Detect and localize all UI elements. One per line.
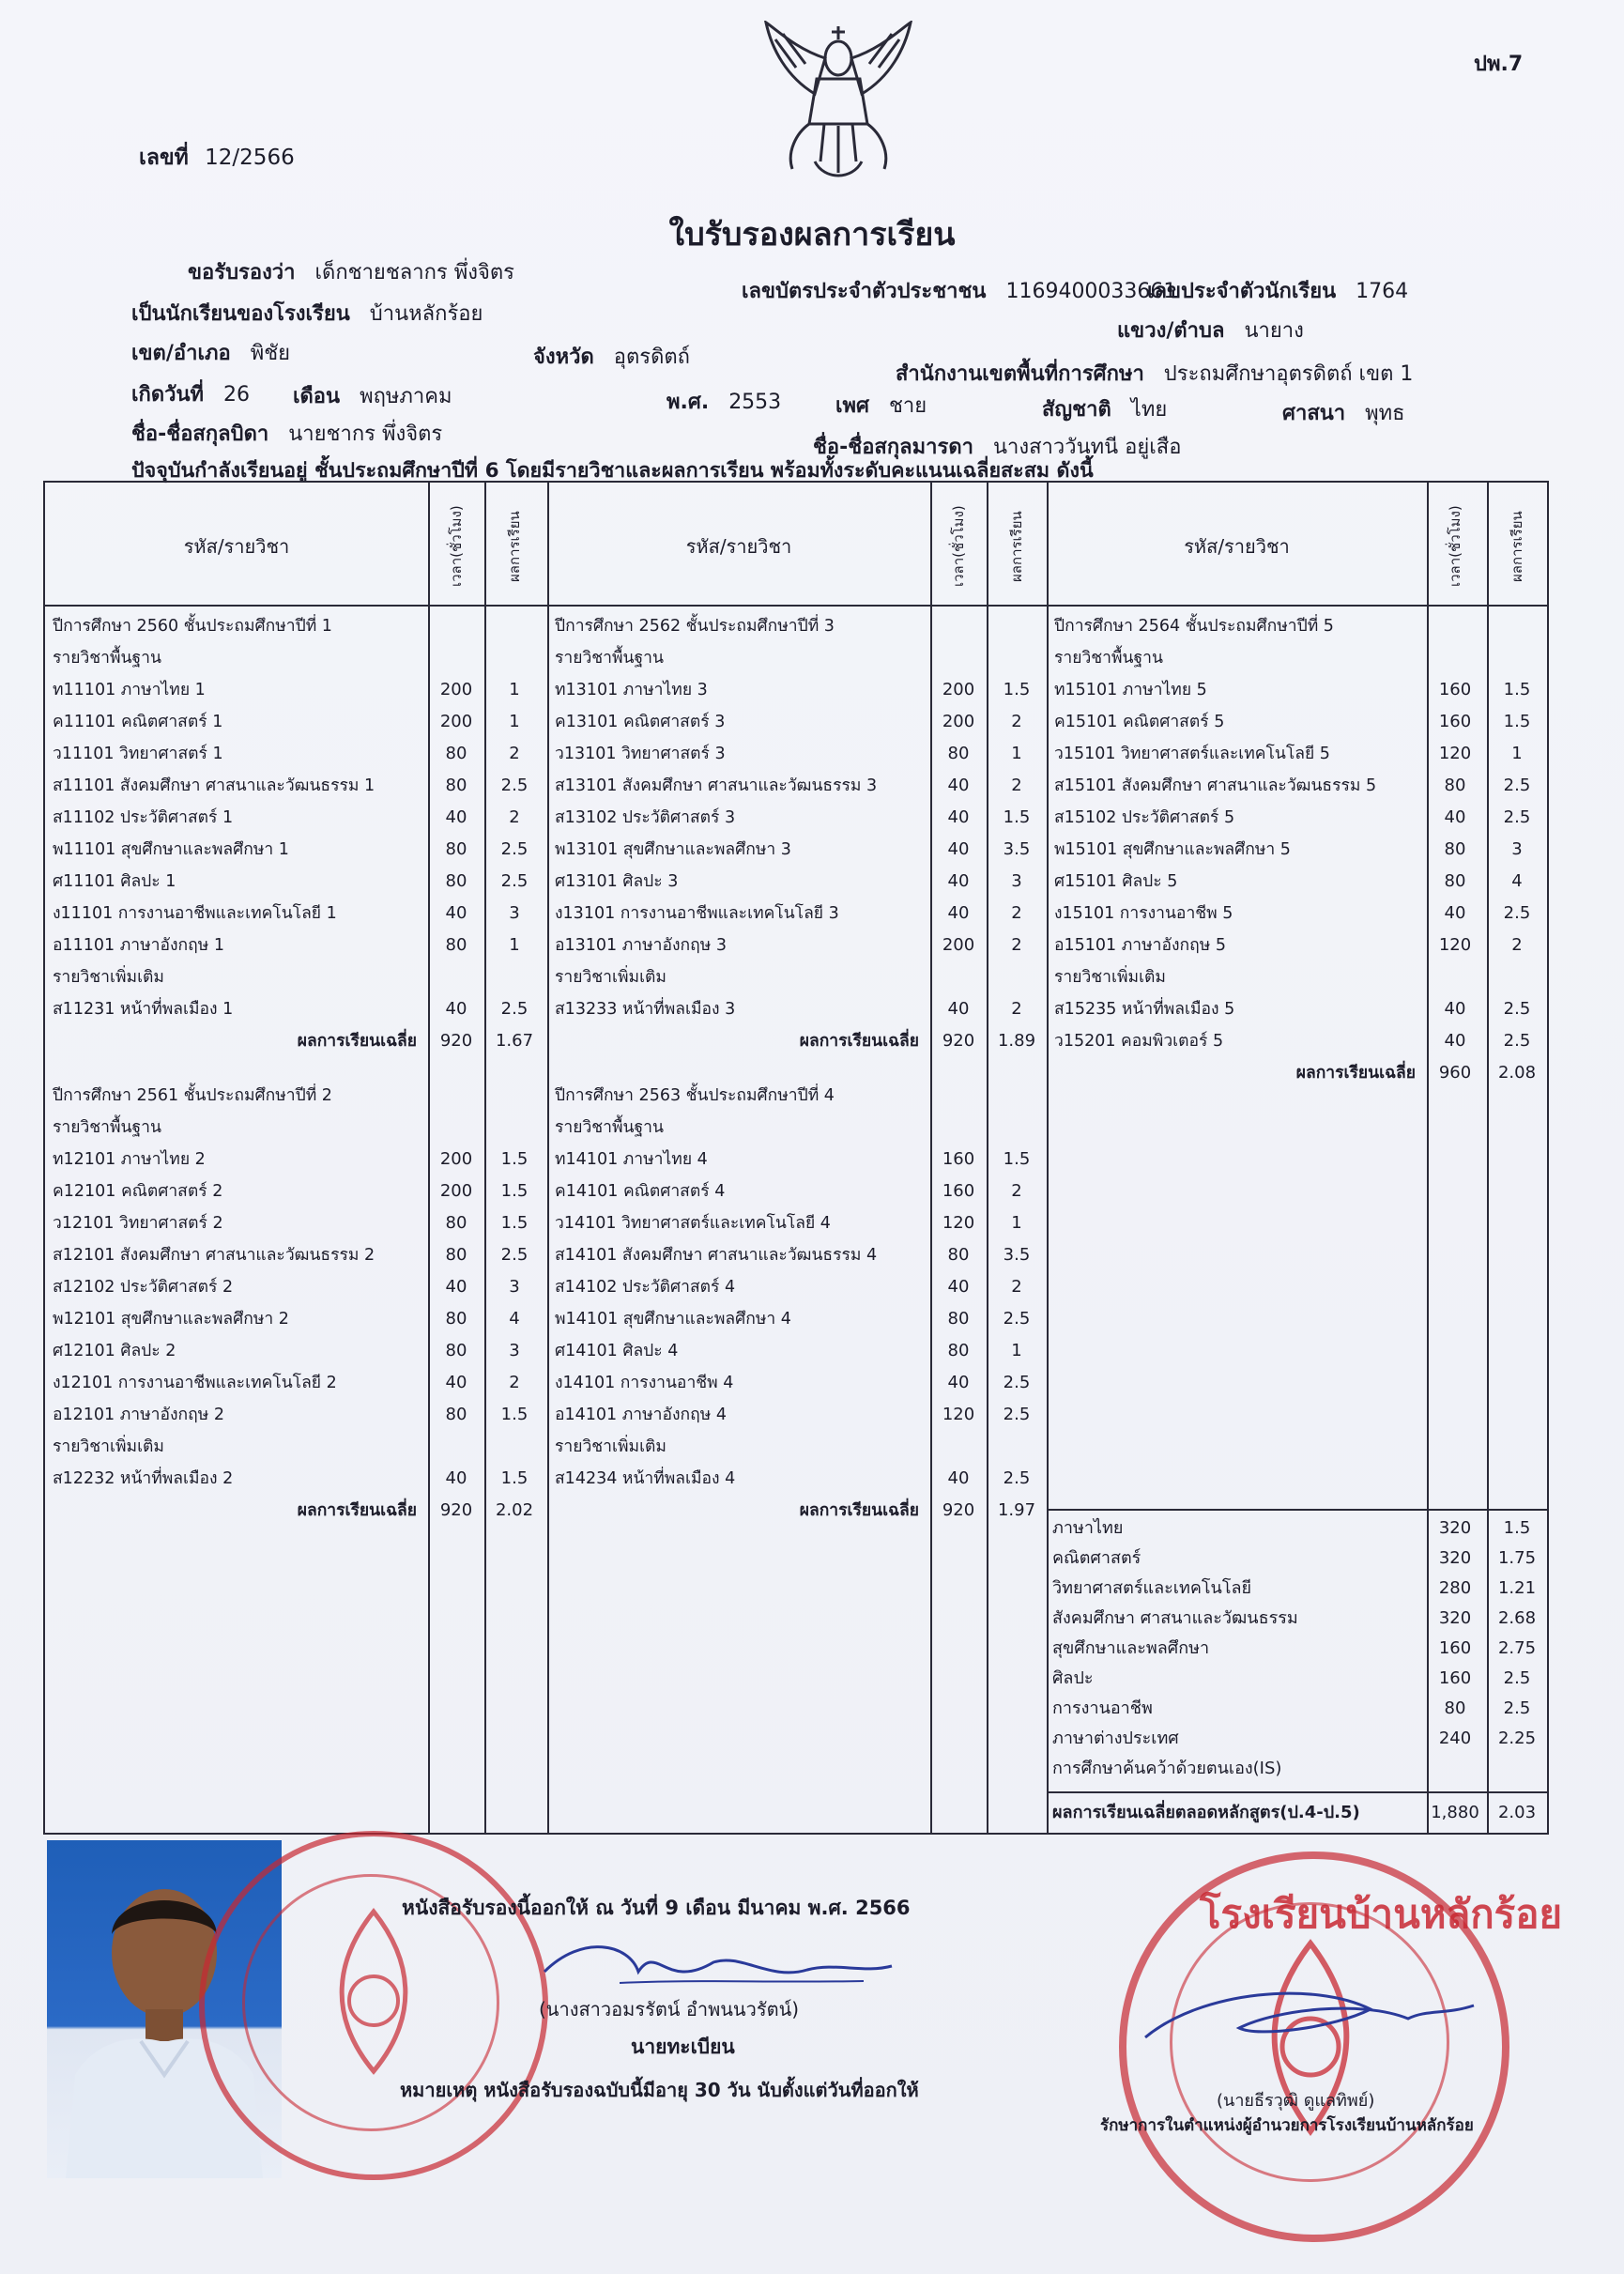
subject-name: ง14101 การงานอาชีพ 4 xyxy=(555,1374,734,1392)
subject-name: ส13233 หน้าที่พลเมือง 3 xyxy=(555,1000,736,1019)
birth-day-line xyxy=(131,377,250,410)
grade-header: ผลการเรียน xyxy=(1008,511,1025,582)
subject-grade: 3 xyxy=(1011,871,1022,891)
subject-name: พ11101 สุขศึกษาและพลศึกษา 1 xyxy=(53,840,289,859)
subject-name: ว13101 วิทยาศาสตร์ 3 xyxy=(555,745,726,763)
average-hours: 920 xyxy=(439,1031,473,1051)
subject-name: ส15235 หน้าที่พลเมือง 5 xyxy=(1054,1000,1235,1019)
summary-hours: 320 xyxy=(1438,1548,1472,1568)
year-title: ปีการศึกษา 2561 ชั้นประถมศึกษาปีที่ 2 xyxy=(53,1086,332,1105)
subject-grade: 2 xyxy=(509,807,520,827)
subject-grade: 3 xyxy=(509,1277,520,1297)
average-hours: 920 xyxy=(942,1031,975,1051)
school-seal-left xyxy=(199,1831,548,2180)
subject-hours: 40 xyxy=(445,1373,467,1392)
subject-hours: 120 xyxy=(1438,935,1472,955)
subject-name: ส13102 ประวัติศาสตร์ 3 xyxy=(555,808,736,827)
overall-grade: 2.03 xyxy=(1497,1803,1537,1822)
subject-grade: 2.5 xyxy=(1503,999,1531,1019)
column-divider xyxy=(1487,483,1489,1833)
subject-name: ง12101 การงานอาชีพและเทคโนโลยี 2 xyxy=(53,1374,337,1392)
subject-name: ว11101 วิทยาศาสตร์ 1 xyxy=(53,745,223,763)
section-label: รายวิชาพื้นฐาน xyxy=(555,649,664,668)
sex-line xyxy=(835,389,927,422)
subject-grade: 1.5 xyxy=(1003,680,1031,699)
subject-hours: 80 xyxy=(445,1213,467,1233)
district-label: เขต/อำเภอ xyxy=(131,342,231,365)
section-label: รายวิชาพื้นฐาน xyxy=(1054,649,1163,668)
subject-hours: 160 xyxy=(942,1149,975,1169)
summary-hours: 320 xyxy=(1438,1518,1472,1538)
subject-grade: 1.5 xyxy=(1503,680,1531,699)
subject-grade: 3.5 xyxy=(1003,1245,1031,1265)
subject-grade: 2.5 xyxy=(500,871,529,891)
school-name: บ้านหลักร้อย xyxy=(369,302,483,326)
birth-year-value: 2553 xyxy=(728,391,782,414)
subject-name: ว15101 วิทยาศาสตร์และเทคโนโลยี 5 xyxy=(1054,745,1330,763)
summary-grade: 2.75 xyxy=(1497,1638,1537,1658)
subject-name: อ11101 ภาษาอังกฤษ 1 xyxy=(53,936,224,955)
average-grade: 1.67 xyxy=(495,1031,534,1051)
subject-grade: 2 xyxy=(1011,1277,1022,1297)
certify-line xyxy=(188,255,514,288)
section-label: รายวิชาพื้นฐาน xyxy=(555,1118,664,1137)
subject-hours: 40 xyxy=(1444,903,1466,923)
hours-header: เวลา(ชั่วโมง) xyxy=(950,505,967,588)
subject-hours: 40 xyxy=(947,903,970,923)
subject-name: ศ15101 ศิลปะ 5 xyxy=(1054,872,1178,891)
average-hours: 920 xyxy=(439,1500,473,1520)
subject-name: ง11101 การงานอาชีพและเทคโนโลยี 1 xyxy=(53,904,337,923)
subject-hours: 40 xyxy=(1444,1031,1466,1051)
father-name: นายชากร พึ่งจิตร xyxy=(288,423,443,446)
province-value: อุตรดิตถ์ xyxy=(613,346,690,369)
subject-name: ส15102 ประวัติศาสตร์ 5 xyxy=(1054,808,1235,827)
subject-hours: 40 xyxy=(445,1277,467,1297)
subject-name: อ14101 ภาษาอังกฤษ 4 xyxy=(555,1406,727,1424)
subject-grade: 4 xyxy=(509,1309,520,1329)
student-id-line xyxy=(1147,274,1408,307)
subject-hours: 200 xyxy=(439,712,473,731)
subject-name: ว15201 คอมพิวเตอร์ 5 xyxy=(1054,1032,1224,1051)
id-card-label: เลขบัตรประจำตัวประชาชน xyxy=(742,280,987,303)
grades-table xyxy=(43,481,1549,1835)
subject-name: ง15101 การงานอาชีพ 5 xyxy=(1054,904,1233,923)
summary-subject: ภาษาไทย xyxy=(1052,1518,1124,1538)
subject-grade: 2.5 xyxy=(1503,807,1531,827)
average-grade: 2.02 xyxy=(495,1500,534,1520)
subject-name: ค13101 คณิตศาสตร์ 3 xyxy=(555,713,726,731)
column-divider xyxy=(484,483,486,1833)
section-label: รายวิชาเพิ่มเติม xyxy=(53,1437,164,1456)
subject-grade: 2 xyxy=(1011,903,1022,923)
summary-subject: การศึกษาค้นคว้าด้วยตนเอง(IS) xyxy=(1052,1759,1282,1778)
subject-name: ส14102 ประวัติศาสตร์ 4 xyxy=(555,1278,736,1297)
summary-divider xyxy=(1047,1509,1547,1511)
subject-name: ค15101 คณิตศาสตร์ 5 xyxy=(1054,713,1225,731)
average-label: ผลการเรียนเฉลี่ย xyxy=(799,1032,919,1051)
subject-hours: 120 xyxy=(1438,744,1472,763)
religion-label: ศาสนา xyxy=(1282,402,1346,425)
subject-grade: 2.5 xyxy=(1503,776,1531,795)
subject-grade: 3 xyxy=(509,1341,520,1360)
subject-grade: 2 xyxy=(1011,999,1022,1019)
director-title: รักษาการในตำแหน่งผู้อำนวยการโรงเรียนบ้านหลักร้อย xyxy=(1100,2116,1474,2135)
summary-grade: 1.75 xyxy=(1497,1548,1537,1568)
document-number-value: 12/2566 xyxy=(205,146,295,170)
subdistrict-line xyxy=(1117,314,1304,346)
sex-label: เพศ xyxy=(835,394,869,418)
subject-name: ส12102 ประวัติศาสตร์ 2 xyxy=(53,1278,234,1297)
seal-text: โรงเรียนบ้านหลักร้อย xyxy=(1200,1891,1563,1937)
subject-name: ส11231 หน้าที่พลเมือง 1 xyxy=(53,1000,234,1019)
subject-hours: 160 xyxy=(942,1181,975,1201)
subject-hours: 200 xyxy=(942,712,975,731)
birth-month-value: พฤษภาคม xyxy=(360,385,452,408)
mother-label: ชื่อ-ชื่อสกุลมารดา xyxy=(813,436,973,459)
subject-grade: 2.5 xyxy=(1003,1468,1031,1488)
subject-name: อ15101 ภาษาอังกฤษ 5 xyxy=(1054,936,1226,955)
summary-subject: สุขศึกษาและพลศึกษา xyxy=(1052,1638,1210,1658)
section-label: รายวิชาเพิ่มเติม xyxy=(555,1437,666,1456)
subject-name: ค11101 คณิตศาสตร์ 1 xyxy=(53,713,223,731)
office-line xyxy=(896,357,1413,390)
average-label: ผลการเรียนเฉลี่ย xyxy=(297,1501,417,1520)
subject-grade: 2 xyxy=(509,744,520,763)
birth-day-value: 26 xyxy=(223,383,251,407)
subject-name: ค14101 คณิตศาสตร์ 4 xyxy=(555,1182,726,1201)
subject-name: อ13101 ภาษาอังกฤษ 3 xyxy=(555,936,727,955)
subject-hours: 200 xyxy=(942,680,975,699)
summary-subject: คณิตศาสตร์ xyxy=(1052,1548,1141,1568)
subject-name: ท12101 ภาษาไทย 2 xyxy=(53,1150,206,1169)
subject-hours: 80 xyxy=(445,839,467,859)
subject-name: ส11101 สังคมศึกษา ศาสนาและวัฒนธรรม 1 xyxy=(53,776,375,795)
subject-hours: 160 xyxy=(1438,712,1472,731)
subject-grade: 3.5 xyxy=(1003,839,1031,859)
subject-hours: 40 xyxy=(947,807,970,827)
certify-label: ขอรับรองว่า xyxy=(188,261,296,284)
subject-grade: 1 xyxy=(1011,1213,1022,1233)
subject-grade: 1 xyxy=(1511,744,1523,763)
student-name: เด็กชายชลากร พึ่งจิตร xyxy=(314,261,514,284)
subject-grade: 1.5 xyxy=(500,1213,529,1233)
subject-name: ส14101 สังคมศึกษา ศาสนาและวัฒนธรรม 4 xyxy=(555,1246,878,1265)
subject-grade: 1.5 xyxy=(500,1405,529,1424)
document-number-label: เลขที่ xyxy=(139,146,189,170)
birth-day-label: เกิดวันที่ xyxy=(131,383,205,407)
subject-hours: 40 xyxy=(445,999,467,1019)
year-title: ปีการศึกษา 2564 ชั้นประถมศึกษาปีที่ 5 xyxy=(1054,617,1334,636)
summary-hours: 80 xyxy=(1444,1698,1466,1718)
subject-grade: 2.5 xyxy=(1003,1405,1031,1424)
subject-grade: 2.5 xyxy=(500,839,529,859)
subject-hours: 160 xyxy=(1438,680,1472,699)
subject-grade: 2 xyxy=(1011,1181,1022,1201)
section-label: รายวิชาเพิ่มเติม xyxy=(53,968,164,987)
summary-hours: 280 xyxy=(1438,1578,1472,1598)
nationality-line xyxy=(1042,392,1167,425)
summary-grade: 2.68 xyxy=(1497,1608,1537,1628)
subject-hours: 80 xyxy=(947,744,970,763)
registrar-title: นายทะเบียน xyxy=(631,2036,735,2058)
subject-name: ค12101 คณิตศาสตร์ 2 xyxy=(53,1182,223,1201)
subject-header: รหัส/รายวิชา xyxy=(1184,535,1290,558)
subject-grade: 2.5 xyxy=(1503,1031,1531,1051)
year-title: ปีการศึกษา 2562 ชั้นประถมศึกษาปีที่ 3 xyxy=(555,617,835,636)
subject-grade: 1.5 xyxy=(1003,1149,1031,1169)
subject-name: ส14234 หน้าที่พลเมือง 4 xyxy=(555,1469,736,1488)
summary-subject: วิทยาศาสตร์และเทคโนโลยี xyxy=(1052,1578,1252,1598)
subject-name: ศ11101 ศิลปะ 1 xyxy=(53,872,176,891)
summary-grade: 2.25 xyxy=(1497,1729,1537,1748)
registrar-name: (นางสาวอมรรัตน์ อำพนนวรัตน์) xyxy=(539,1998,800,2020)
average-label: ผลการเรียนเฉลี่ย xyxy=(1295,1064,1416,1083)
subject-name: ง13101 การงานอาชีพและเทคโนโลยี 3 xyxy=(555,904,839,923)
district-value: พิชัย xyxy=(250,342,291,365)
subject-hours: 80 xyxy=(445,1341,467,1360)
id-card-line xyxy=(742,274,1176,307)
subdistrict-value: นายาง xyxy=(1244,319,1304,343)
subject-hours: 40 xyxy=(947,1468,970,1488)
subject-name: ท13101 ภาษาไทย 3 xyxy=(555,681,708,699)
overall-hours: 1,880 xyxy=(1431,1803,1479,1822)
hours-header: เวลา(ชั่วโมง) xyxy=(1447,505,1463,588)
column-divider xyxy=(547,483,549,1833)
subject-hours: 80 xyxy=(445,1309,467,1329)
summary-hours: 240 xyxy=(1438,1729,1472,1748)
sex-value: ชาย xyxy=(889,394,927,418)
year-title: ปีการศึกษา 2560 ชั้นประถมศึกษาปีที่ 1 xyxy=(53,617,332,636)
father-label: ชื่อ-ชื่อสกุลบิดา xyxy=(131,423,269,446)
subject-name: ท14101 ภาษาไทย 4 xyxy=(555,1150,708,1169)
subject-hours: 40 xyxy=(947,1373,970,1392)
document-number xyxy=(139,141,295,175)
subject-name: พ15101 สุขศึกษาและพลศึกษา 5 xyxy=(1054,840,1291,859)
subject-grade: 2 xyxy=(509,1373,520,1392)
average-hours: 960 xyxy=(1438,1063,1472,1083)
subject-hours: 40 xyxy=(445,1468,467,1488)
section-label: รายวิชาเพิ่มเติม xyxy=(555,968,666,987)
office-label: สำนักงานเขตพื้นที่การศึกษา xyxy=(896,362,1144,386)
subject-grade: 4 xyxy=(1511,871,1523,891)
id-card-number: 1169400033661 xyxy=(1005,280,1177,303)
subject-grade: 2.5 xyxy=(1003,1309,1031,1329)
form-code: ปพ.7 xyxy=(1474,53,1524,76)
subject-grade: 1.5 xyxy=(1503,712,1531,731)
subject-name: ท15101 ภาษาไทย 5 xyxy=(1054,681,1207,699)
grade-header: ผลการเรียน xyxy=(506,511,523,582)
province-label: จังหวัด xyxy=(533,346,594,369)
subject-hours: 80 xyxy=(947,1341,970,1360)
birth-month-label: เดือน xyxy=(293,385,341,408)
average-label: ผลการเรียนเฉลี่ย xyxy=(297,1032,417,1051)
hours-header: เวลา(ชั่วโมง) xyxy=(448,505,465,588)
subject-hours: 40 xyxy=(947,1277,970,1297)
subject-hours: 80 xyxy=(445,744,467,763)
subject-name: ว12101 วิทยาศาสตร์ 2 xyxy=(53,1214,223,1233)
subject-hours: 120 xyxy=(942,1213,975,1233)
summary-subject: สังคมศึกษา ศาสนาและวัฒนธรรม xyxy=(1052,1608,1298,1628)
subject-hours: 80 xyxy=(445,776,467,795)
current-status-line: ปัจจุบันกำลังเรียนอยู่ ชั้นประถมศึกษาปีที่ 6 โดยมีรายวิชาและผลการเรียน พร้อมทั้งระดับคะแนนเฉลี่ยสะสม ดังนี้ xyxy=(131,459,1094,483)
subject-hours: 40 xyxy=(947,871,970,891)
subject-grade: 1 xyxy=(509,712,520,731)
subject-hours: 80 xyxy=(947,1309,970,1329)
subject-name: ส15101 สังคมศึกษา ศาสนาและวัฒนธรรม 5 xyxy=(1054,776,1377,795)
grade-header: ผลการเรียน xyxy=(1509,511,1525,582)
subject-grade: 2 xyxy=(1011,935,1022,955)
subject-hours: 40 xyxy=(947,776,970,795)
subject-name: ส12101 สังคมศึกษา ศาสนาและวัฒนธรรม 2 xyxy=(53,1246,375,1265)
summary-grade: 2.5 xyxy=(1503,1698,1531,1718)
subject-grade: 2.5 xyxy=(1003,1373,1031,1392)
summary-subject: การงานอาชีพ xyxy=(1052,1698,1153,1718)
school-line xyxy=(131,297,483,330)
subject-hours: 80 xyxy=(1444,839,1466,859)
subject-hours: 40 xyxy=(1444,807,1466,827)
subject-grade: 1.5 xyxy=(500,1181,529,1201)
subject-name: ท11101 ภาษาไทย 1 xyxy=(53,681,206,699)
nationality-value: ไทย xyxy=(1130,398,1168,422)
subject-hours: 80 xyxy=(445,1245,467,1265)
subject-grade: 1 xyxy=(1011,744,1022,763)
subject-grade: 3 xyxy=(1511,839,1523,859)
summary-grade: 1.21 xyxy=(1497,1578,1537,1598)
director-signature-icon xyxy=(1126,1972,1483,2056)
year-title: ปีการศึกษา 2563 ชั้นประถมศึกษาปีที่ 4 xyxy=(555,1086,835,1105)
subject-grade: 2.5 xyxy=(500,776,529,795)
mother-name: นางสาววันทนี อยู่เสือ xyxy=(992,436,1182,459)
section-label: รายวิชาพื้นฐาน xyxy=(53,649,161,668)
subject-hours: 120 xyxy=(942,1405,975,1424)
validity-note: หมายเหตุ หนังสือรับรองฉบับนี้มีอายุ 30 วัน นับตั้งแต่วันที่ออกให้ xyxy=(400,2079,919,2101)
subject-name: ศ13101 ศิลปะ 3 xyxy=(555,872,679,891)
subject-header: รหัส/รายวิชา xyxy=(183,535,290,558)
subdistrict-label: แขวง/ตำบล xyxy=(1117,319,1225,343)
column-divider xyxy=(1047,483,1049,1833)
religion-line xyxy=(1282,396,1405,429)
subject-grade: 1 xyxy=(509,680,520,699)
subject-hours: 80 xyxy=(1444,871,1466,891)
summary-grade: 1.5 xyxy=(1503,1518,1531,1538)
subject-grade: 2.5 xyxy=(500,999,529,1019)
subject-name: ศ12101 ศิลปะ 2 xyxy=(53,1342,176,1360)
subject-hours: 40 xyxy=(445,807,467,827)
overall-label: ผลการเรียนเฉลี่ยตลอดหลักสูตร(ป.4-ป.5) xyxy=(1052,1803,1360,1822)
religion-value: พุทธ xyxy=(1365,402,1405,425)
subject-hours: 80 xyxy=(445,1405,467,1424)
director-name: (นายธีรวุฒิ ดูแลทิพย์) xyxy=(1217,2091,1375,2111)
birth-month-line xyxy=(293,379,452,412)
average-label: ผลการเรียนเฉลี่ย xyxy=(799,1501,919,1520)
subject-grade: 1 xyxy=(509,935,520,955)
subject-hours: 200 xyxy=(439,680,473,699)
page-title: ใบรับรองผลการเรียน xyxy=(668,216,956,254)
summary-hours: 160 xyxy=(1438,1668,1472,1688)
seal-emblem-icon xyxy=(205,1836,543,2174)
summary-hours: 160 xyxy=(1438,1638,1472,1658)
subject-hours: 40 xyxy=(1444,999,1466,1019)
subject-name: ส13101 สังคมศึกษา ศาสนาและวัฒนธรรม 3 xyxy=(555,776,878,795)
nationality-label: สัญชาติ xyxy=(1042,398,1111,422)
subject-hours: 200 xyxy=(942,935,975,955)
summary-subject: ศิลปะ xyxy=(1052,1668,1094,1688)
birth-year-label: พ.ศ. xyxy=(666,391,710,414)
subject-name: ส12232 หน้าที่พลเมือง 2 xyxy=(53,1469,234,1488)
subject-grade: 1.5 xyxy=(500,1149,529,1169)
subject-hours: 40 xyxy=(947,999,970,1019)
summary-hours: 320 xyxy=(1438,1608,1472,1628)
section-label: รายวิชาเพิ่มเติม xyxy=(1054,968,1166,987)
subject-hours: 200 xyxy=(439,1149,473,1169)
student-id-label: เลขประจำตัวนักเรียน xyxy=(1147,280,1337,303)
subject-grade: 2 xyxy=(1011,776,1022,795)
father-line xyxy=(131,417,442,450)
office-value: ประถมศึกษาอุตรดิตถ์ เขต 1 xyxy=(1163,362,1414,386)
subject-name: อ12101 ภาษาอังกฤษ 2 xyxy=(53,1406,224,1424)
overall-divider xyxy=(1047,1791,1547,1793)
subject-hours: 200 xyxy=(439,1181,473,1201)
subject-hours: 40 xyxy=(947,839,970,859)
average-grade: 2.08 xyxy=(1497,1063,1537,1083)
subject-grade: 1.5 xyxy=(1003,807,1031,827)
subject-name: พ14101 สุขศึกษาและพลศึกษา 4 xyxy=(555,1310,791,1329)
subject-grade: 2 xyxy=(1011,712,1022,731)
subject-name: ศ14101 ศิลปะ 4 xyxy=(555,1342,679,1360)
average-grade: 1.97 xyxy=(997,1500,1036,1520)
subject-hours: 40 xyxy=(445,903,467,923)
column-divider xyxy=(987,483,988,1833)
subject-grade: 1.5 xyxy=(500,1468,529,1488)
student-id-number: 1764 xyxy=(1356,280,1409,303)
subject-name: พ12101 สุขศึกษาและพลศึกษา 2 xyxy=(53,1310,289,1329)
garuda-emblem-icon xyxy=(758,21,918,190)
average-grade: 1.89 xyxy=(997,1031,1036,1051)
subject-hours: 80 xyxy=(445,935,467,955)
issued-date: หนังสือรับรองนี้ออกให้ ณ วันที่ 9 เดือน มีนาคม พ.ศ. 2566 xyxy=(402,1897,911,1919)
subject-grade: 3 xyxy=(509,903,520,923)
subject-hours: 80 xyxy=(445,871,467,891)
school-label: เป็นนักเรียนของโรงเรียน xyxy=(131,302,350,326)
subject-hours: 80 xyxy=(947,1245,970,1265)
subject-hours: 80 xyxy=(1444,776,1466,795)
average-hours: 920 xyxy=(942,1500,975,1520)
section-label: รายวิชาพื้นฐาน xyxy=(53,1118,161,1137)
summary-subject: ภาษาต่างประเทศ xyxy=(1052,1729,1179,1748)
birth-year-line xyxy=(666,385,781,418)
registrar-signature-icon xyxy=(526,1925,901,2000)
header-divider xyxy=(45,605,1547,607)
subject-name: พ13101 สุขศึกษาและพลศึกษา 3 xyxy=(555,840,791,859)
subject-grade: 2 xyxy=(1511,935,1523,955)
subject-grade: 1 xyxy=(1011,1341,1022,1360)
district-line xyxy=(131,336,290,369)
subject-header: รหัส/รายวิชา xyxy=(685,535,792,558)
subject-name: ว14101 วิทยาศาสตร์และเทคโนโลยี 4 xyxy=(555,1214,831,1233)
subject-name: ส11102 ประวัติศาสตร์ 1 xyxy=(53,808,234,827)
subject-grade: 2.5 xyxy=(500,1245,529,1265)
province-line xyxy=(533,340,690,373)
subject-grade: 2.5 xyxy=(1503,903,1531,923)
summary-grade: 2.5 xyxy=(1503,1668,1531,1688)
